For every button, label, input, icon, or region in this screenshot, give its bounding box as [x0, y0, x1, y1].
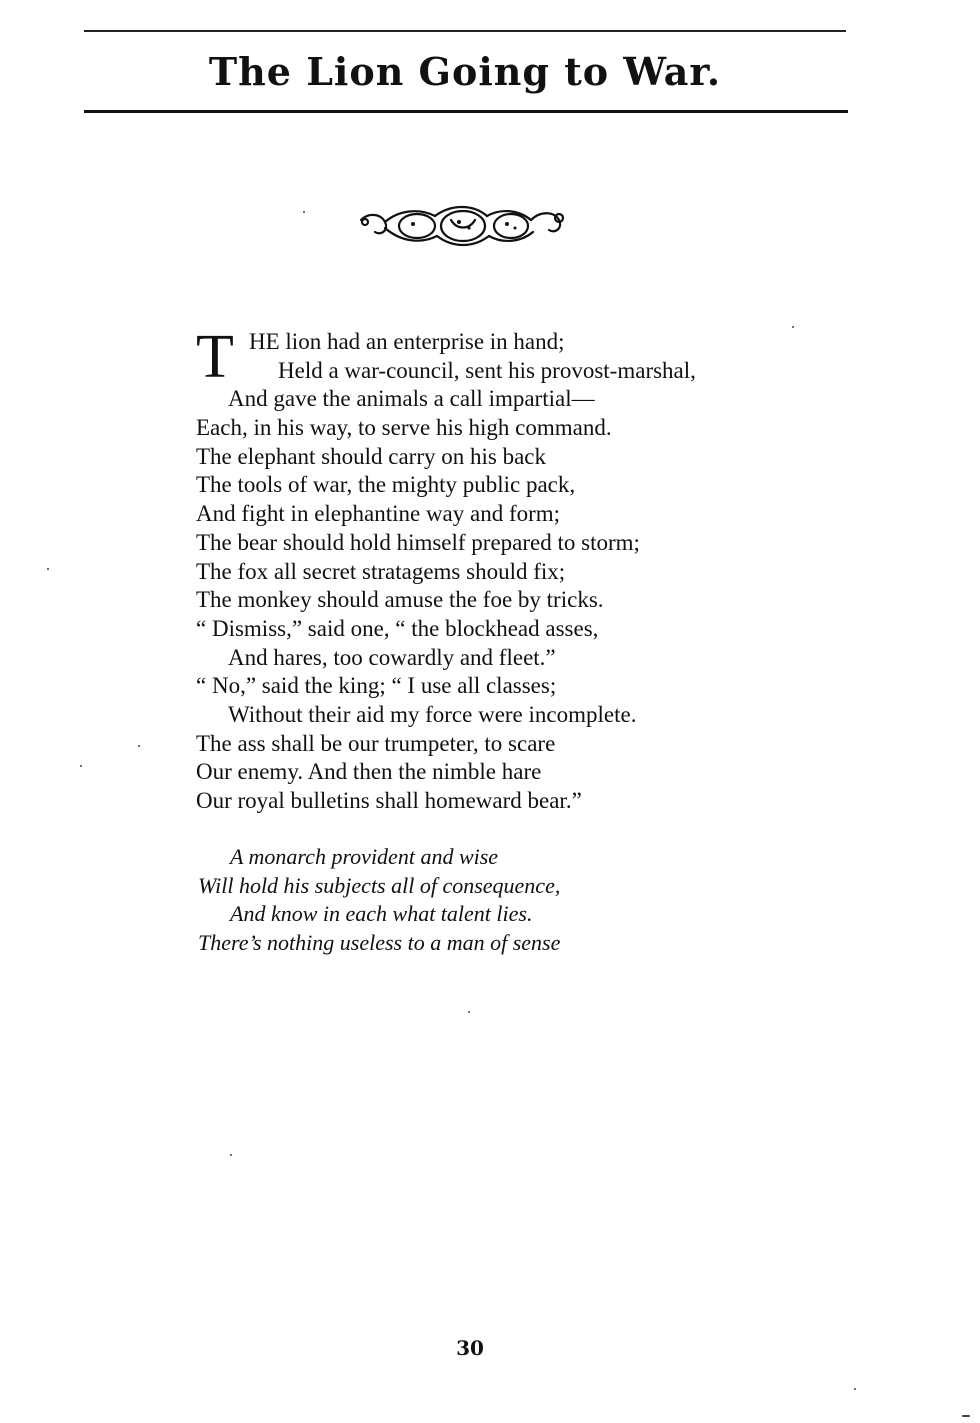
print-speck [47, 568, 49, 570]
poem-line: HE lion had an enterprise in hand; [249, 329, 565, 354]
moral-line: A monarch provident and wise [230, 844, 499, 869]
decorative-vine-ornament-icon [355, 198, 570, 254]
poem-line: And hares, too cowardly and fleet.” [228, 644, 556, 670]
print-speck [230, 1154, 232, 1156]
moral-line: Will hold his subjects all of consequence, [198, 872, 561, 898]
print-speck [138, 745, 140, 747]
page-title: The Lion Going to War. [208, 49, 722, 94]
poem-line: “ Dismiss,” said one, “ the blockhead asses, [196, 615, 599, 641]
poem-line: The fox all secret stratagems should fix; [196, 558, 566, 584]
poem-line: The elephant should carry on his back [196, 443, 546, 469]
print-speck [303, 211, 305, 213]
header-rule-top [84, 30, 846, 32]
print-speck [962, 1415, 970, 1417]
poem-body [196, 323, 836, 816]
poem-line: The monkey should amuse the foe by tricks. [196, 587, 604, 613]
print-speck [792, 326, 794, 328]
poem-line: Our royal bulletins shall homeward bear.” [196, 788, 582, 813]
print-speck [854, 1388, 856, 1390]
poem-line: Each, in his way, to serve his high command. [196, 415, 612, 441]
poem-line: And gave the animals a call impartial— [228, 386, 595, 412]
poem-line: Held a war-council, sent his provost-marshal, [278, 357, 696, 383]
poem-line: Our enemy. And then the nimble hare [196, 759, 542, 785]
moral-line: And know in each what talent lies. [230, 901, 533, 927]
page-number: 30 [456, 1336, 484, 1360]
poem-line: And fight in elephantine way and form; [196, 501, 561, 527]
header-rule-bottom [84, 110, 848, 113]
poem-line: The tools of war, the mighty public pack, [196, 472, 576, 498]
poem-line: Without their aid my force were incomplete. [228, 701, 637, 727]
poem-line: The bear should hold himself prepared to storm; [196, 529, 640, 555]
print-speck [468, 1011, 470, 1013]
moral-line: There’s nothing useless to a man of sense [198, 930, 561, 956]
drop-cap: T [196, 323, 234, 391]
poem-line: “ No,” said the king; “ I use all classes; [196, 673, 557, 699]
poem-line: The ass shall be our trumpeter, to scare [196, 730, 556, 756]
print-speck [80, 765, 82, 767]
moral-stanza [198, 843, 818, 958]
